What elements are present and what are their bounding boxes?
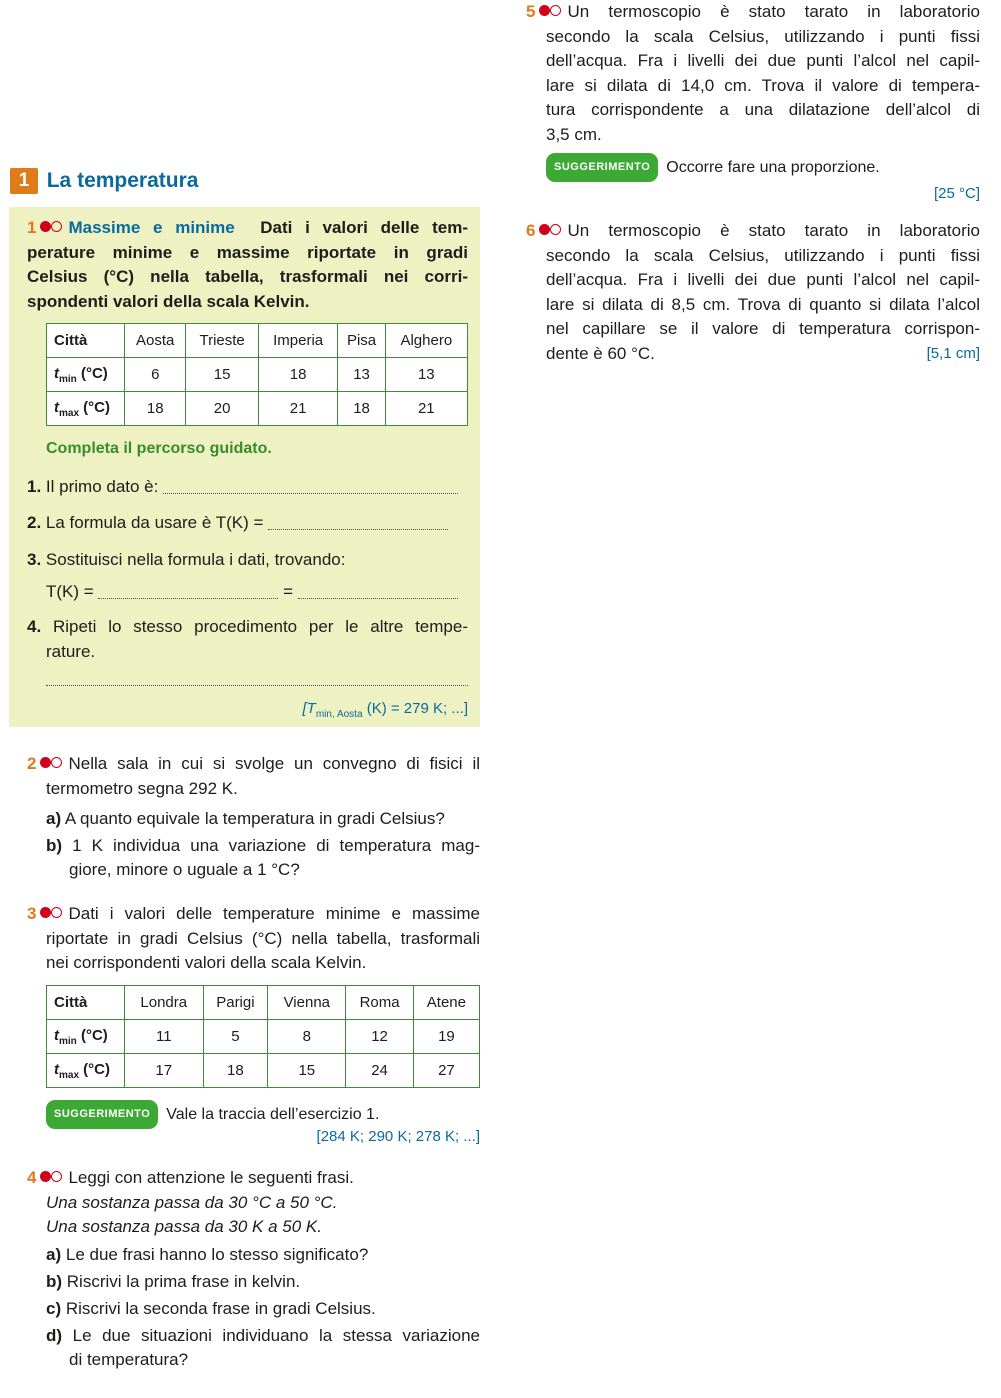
- table-cell: 19: [413, 1020, 479, 1054]
- exercise-text: Dati i valori delle tem-: [260, 218, 468, 237]
- exercise-text: Un termoscopio è stato tarato in laboratorio: [567, 221, 980, 240]
- table-header-cell: Alghero: [385, 324, 467, 358]
- table-cell: 11: [125, 1020, 204, 1054]
- table-cell: 5: [203, 1020, 268, 1054]
- exercise-5: [526, 0, 980, 206]
- exercise-text: Dati i valori delle temperature minime e massime: [68, 904, 480, 923]
- table-row: [47, 392, 468, 426]
- exercise-title: Massime e minime: [68, 218, 235, 237]
- guided-step-1: [27, 475, 468, 500]
- exercise-number: 2: [27, 754, 37, 773]
- exercise-4-line: [27, 1166, 480, 1191]
- table-cell: 18: [258, 358, 338, 392]
- table-cell: 6: [125, 358, 186, 392]
- exercise-6-line: nel capillare se il valore di temperatura corrispon-: [546, 319, 980, 338]
- exercise-1-line: Celsius (°C) nella tabella, trasformali nei corri-: [27, 267, 468, 286]
- exercise-number: 6: [526, 221, 536, 240]
- guided-path-label: Completa il percorso guidato.: [46, 440, 272, 457]
- row-label-tmin: $t_{min}$ (°C): [47, 358, 125, 392]
- table-cell: 15: [268, 1054, 346, 1088]
- row-label-tmax: $t_{max}$ (°C): [47, 392, 125, 426]
- answer-blank[interactable]: [163, 493, 458, 494]
- exercise-answer: [5,1 cm]: [926, 344, 980, 362]
- table-row: [47, 1020, 480, 1054]
- exercise-2-line: [27, 752, 480, 777]
- table-header-row: [47, 324, 468, 358]
- step-text: La formula da usare è T(K) =: [45, 513, 269, 532]
- table-cell: 15: [186, 358, 258, 392]
- exercise-4: [27, 1166, 480, 1373]
- exercise-5-line: lare si dilata di 14,0 cm. Trova il valore di tempera-: [546, 75, 980, 95]
- table-row: [47, 1054, 480, 1088]
- exercise-4-item-a: a) Le due frasi hanno lo stesso significato?: [46, 1244, 369, 1264]
- exercise-text: Un termoscopio è stato tarato in laboratorio: [567, 2, 980, 21]
- exercise-6-line: secondo la scala Celsius, utilizzando i punti fissi: [546, 245, 980, 265]
- step-text: Ripeti lo stesso procedimento per le altre tempe-: [52, 617, 468, 636]
- difficulty-empty-dot-icon: [550, 5, 561, 16]
- table-header-cell: Parigi: [203, 986, 268, 1020]
- hint-badge: SUGGERIMENTO: [546, 153, 658, 182]
- step-text: Il primo dato è:: [45, 477, 164, 496]
- exercise-5-line: tura corrispondente a una dilatazione dell’alcol di: [546, 100, 980, 119]
- exercise-4-item-d-cont: di temperatura?: [69, 1350, 189, 1369]
- exercise-number: 4: [27, 1168, 37, 1187]
- exercise-1-line: spondenti valori della scala Kelvin.: [27, 291, 310, 311]
- exercise-text: dente è 60 °C.: [546, 343, 655, 363]
- exercise-3: [27, 902, 480, 976]
- difficulty-empty-dot-icon: [51, 757, 62, 768]
- hint-text: Occorre fare una proporzione.: [666, 159, 880, 176]
- exercise-5-line: secondo la scala Celsius, utilizzando i punti fissi: [546, 26, 980, 46]
- table-header-cell: Roma: [346, 986, 413, 1020]
- answer-blank[interactable]: [298, 598, 458, 599]
- guided-step-2: [27, 511, 468, 536]
- exercise-2-line: termometro segna 292 K.: [46, 778, 238, 798]
- answer-blank[interactable]: [268, 529, 448, 530]
- exercise-6-line: [526, 219, 980, 244]
- step-number: 1.: [27, 477, 42, 496]
- difficulty-full-dot-icon: [40, 221, 51, 232]
- exercise-1: [27, 216, 468, 314]
- exercise-2-item-b-cont: giore, minore o uguale a 1 °C?: [69, 860, 300, 879]
- table-header-cell: Pisa: [338, 324, 385, 358]
- exercise-3-line: riportate in gradi Celsius (°C) nella tabella, trasformali: [46, 928, 480, 948]
- exercise-6: [526, 219, 980, 366]
- guided-step-4: [27, 615, 468, 640]
- table-header-cell: Atene: [413, 986, 479, 1020]
- difficulty-empty-dot-icon: [51, 1171, 62, 1182]
- exercise-4-sentence: Una sostanza passa da 30 K a 50 K.: [46, 1217, 322, 1236]
- table-header-cell: Aosta: [125, 324, 186, 358]
- table-header-cell: Vienna: [268, 986, 346, 1020]
- row-label-tmax: $t_{max}$ (°C): [47, 1054, 125, 1088]
- exercise-answer: [$T_{min, Aosta}$ (K) = 279 K; ...]: [302, 700, 468, 720]
- difficulty-full-dot-icon: [539, 224, 550, 235]
- section-number: 1: [10, 168, 38, 194]
- formula-text: T(K) =: [46, 582, 99, 601]
- exercise-6-line: lare si dilata di 8,5 cm. Trova di quanto si dilata l’alcol: [546, 294, 980, 314]
- table-cell: 8: [268, 1020, 346, 1054]
- exercise-3-line: nei corrispondenti valori della scala Kelvin.: [46, 953, 367, 972]
- answer-blank[interactable]: [98, 598, 278, 599]
- exercise-4-item-d: d) Le due situazioni individuano la stessa variazione: [46, 1325, 480, 1345]
- difficulty-full-dot-icon: [40, 1171, 51, 1182]
- table-row: [47, 358, 468, 392]
- exercise-6-line: dell’acqua. Fra i livelli dei due punti l’alcol nel capil-: [546, 270, 980, 289]
- table-cell: 18: [125, 392, 186, 426]
- exercise-1-line: perature minime e massime riportate in gradi: [27, 242, 468, 262]
- exercise-5-line: dell’acqua. Fra i livelli dei due punti l’alcol nel capil-: [546, 51, 980, 70]
- hint-badge: SUGGERIMENTO: [46, 1100, 158, 1129]
- table-cell: 13: [338, 358, 385, 392]
- formula-equals: =: [278, 582, 298, 601]
- difficulty-full-dot-icon: [539, 5, 550, 16]
- section-header: [10, 168, 480, 196]
- table-cell: 21: [258, 392, 338, 426]
- table-cell: 17: [125, 1054, 204, 1088]
- exercise-2: [27, 752, 480, 883]
- table-cell: 18: [203, 1054, 268, 1088]
- difficulty-full-dot-icon: [40, 757, 51, 768]
- exercise-4-item-c: c) Riscrivi la seconda frase in gradi Celsius.: [46, 1298, 376, 1318]
- table-cell: 12: [346, 1020, 413, 1054]
- table-cell: 24: [346, 1054, 413, 1088]
- table-cell: 20: [186, 392, 258, 426]
- table-header-city: Città: [47, 324, 125, 358]
- table-cell: 21: [385, 392, 467, 426]
- exercise-4-item-b: b) Riscrivi la prima frase in kelvin.: [46, 1271, 301, 1291]
- exercise-number: 3: [27, 904, 37, 923]
- step-number: 3.: [27, 550, 42, 569]
- exercise-text: Nella sala in cui si svolge un convegno di fisici il: [68, 754, 480, 773]
- guided-step-3-formula: [46, 580, 468, 605]
- row-label-tmin: $t_{min}$ (°C): [47, 1020, 125, 1054]
- table-header-city: Città: [47, 986, 125, 1020]
- exercise-5-line: 3,5 cm.: [546, 124, 602, 144]
- temperature-table-3: [46, 985, 480, 1088]
- table-cell: 27: [413, 1054, 479, 1088]
- exercise-text: Leggi con attenzione le seguenti frasi.: [68, 1168, 354, 1187]
- step-number: 2.: [27, 513, 42, 532]
- table-cell: 18: [338, 392, 385, 426]
- exercise-5-line: [526, 0, 980, 25]
- exercise-2-item-a: a) A quanto equivale la temperatura in gradi Celsius?: [46, 809, 445, 828]
- table-header-row: [47, 986, 480, 1020]
- guided-step-4-cont: rature.: [46, 642, 96, 661]
- table-header-cell: Imperia: [258, 324, 338, 358]
- answer-blank[interactable]: [46, 678, 468, 686]
- difficulty-empty-dot-icon: [550, 224, 561, 235]
- exercise-6-line: [526, 342, 980, 367]
- hint-row: [526, 153, 980, 182]
- exercise-3-line: [27, 902, 480, 927]
- step-number: 4.: [27, 617, 42, 636]
- difficulty-empty-dot-icon: [51, 221, 62, 232]
- exercise-1-line: [27, 216, 468, 241]
- exercise-4-sentence: Una sostanza passa da 30 °C a 50 °C.: [46, 1192, 338, 1212]
- exercise-answer: [25 °C]: [933, 184, 980, 202]
- table-cell: 13: [385, 358, 467, 392]
- step-text: Sostituisci nella formula i dati, trovando:: [45, 550, 346, 569]
- section-title: La temperatura: [46, 169, 199, 192]
- hint-text: Vale la traccia dell’esercizio 1.: [166, 1106, 380, 1123]
- temperature-table-1: [46, 323, 468, 426]
- exercise-2-item-b: b) 1 K individua una variazione di temperatura mag-: [46, 835, 480, 855]
- difficulty-full-dot-icon: [40, 907, 51, 918]
- guided-step-3: [27, 548, 468, 573]
- difficulty-empty-dot-icon: [51, 907, 62, 918]
- table-header-cell: Trieste: [186, 324, 258, 358]
- table-header-cell: Londra: [125, 986, 204, 1020]
- exercise-number: 1: [27, 218, 37, 237]
- exercise-number: 5: [526, 2, 536, 21]
- exercise-answer: [284 K; 290 K; 278 K; ...]: [316, 1128, 480, 1145]
